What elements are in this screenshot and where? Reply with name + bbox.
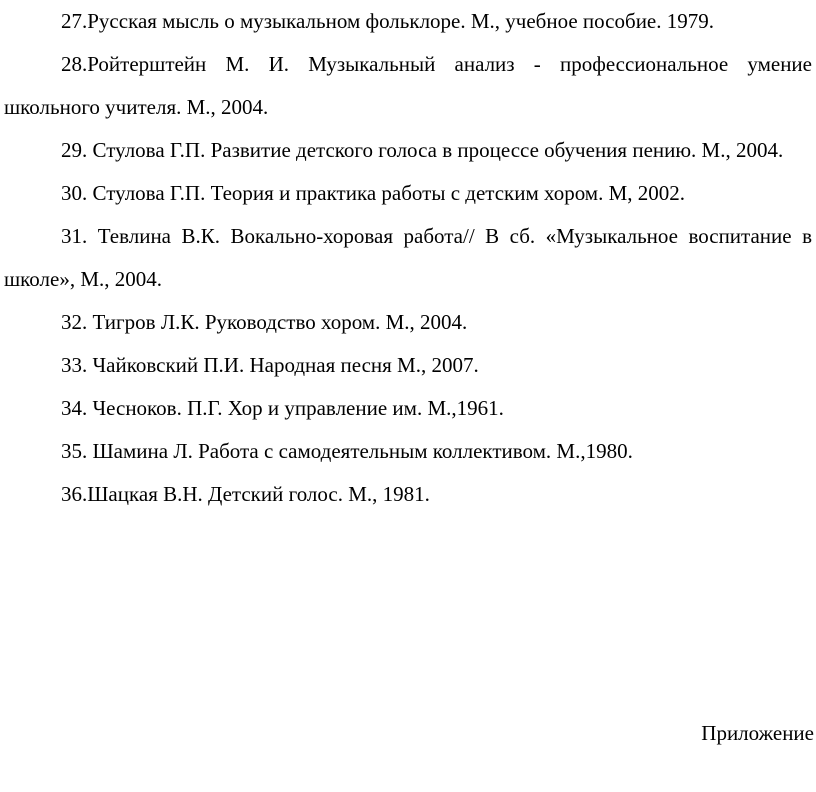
appendix-heading: Приложение	[701, 721, 814, 745]
reference-item-33: 33. Чайковский П.И. Народная песня М., 2007.	[61, 353, 479, 377]
reference-item-35: 35. Шамина Л. Работа с самодеятельным коллективом. М.,1980.	[61, 439, 633, 463]
reference-item-29: 29. Стулова Г.П. Развитие детского голоса в процессе обучения пению. М., 2004.	[61, 138, 784, 162]
reference-item-36: 36.Шацкая В.Н. Детский голос. М., 1981.	[61, 482, 430, 506]
reference-item-32: 32. Тигров Л.К. Руководство хором. М., 2004.	[61, 310, 468, 334]
reference-item-34: 34. Чесноков. П.Г. Хор и управление им. М.,1961.	[61, 396, 504, 420]
reference-item-31: 31. Тевлина В.К. Вокально-хоровая работа// В сб. «Музыкальное воспитание в школе», М., 2004.	[4, 224, 812, 291]
reference-item-27: 27.Русская мысль о музыкальном фольклоре. М., учебное пособие. 1979.	[61, 9, 714, 33]
reference-item-28: 28.Ройтерштейн М. И. Музыкальный анализ - профессиональное умение школьного учителя. М., 2004.	[4, 52, 812, 119]
reference-item-30: 30. Стулова Г.П. Теория и практика работы с детским хором. М, 2002.	[61, 181, 686, 205]
reference-list	[4, 0, 812, 516]
